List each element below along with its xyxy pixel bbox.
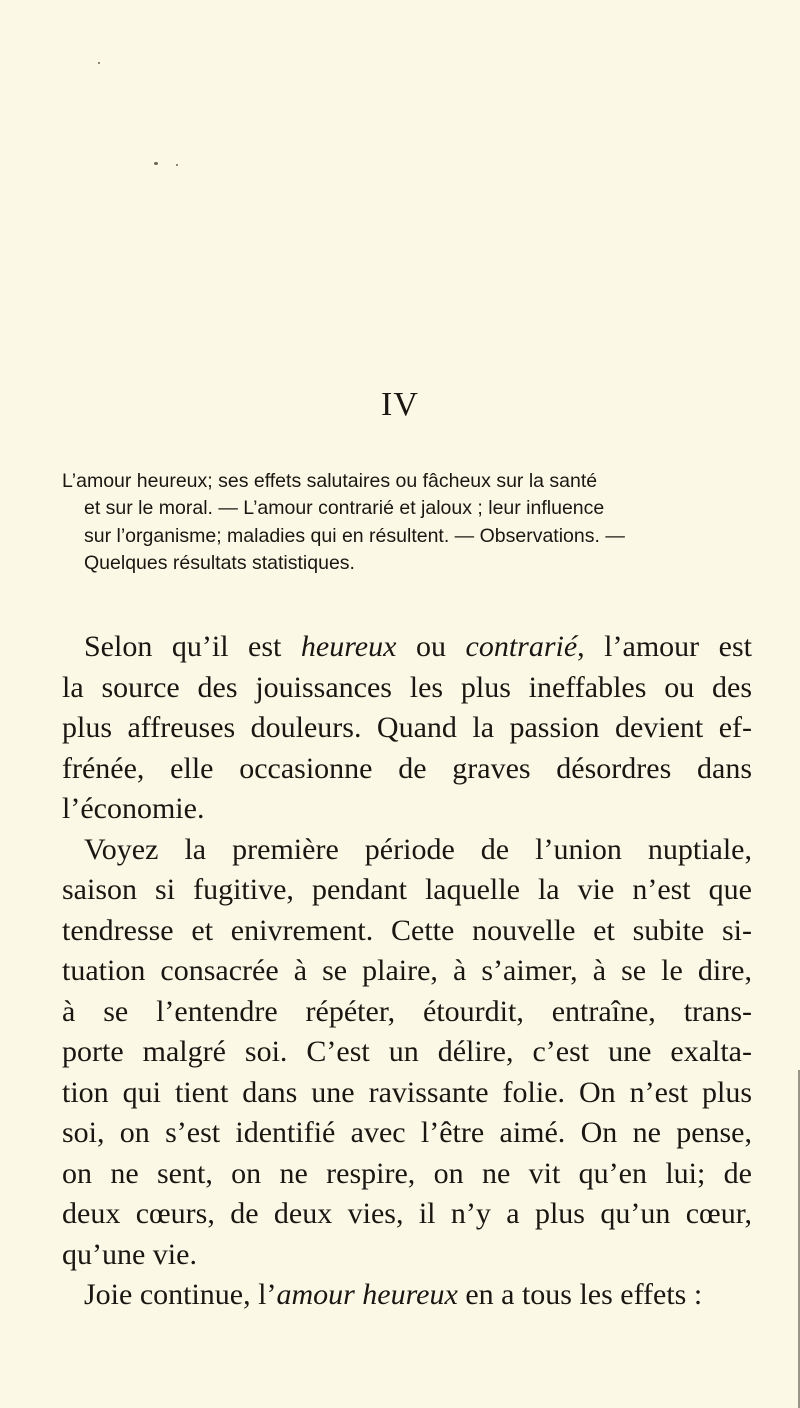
text-line: frénée, elle occasionne de graves désordres dans [62,751,752,785]
text-line [62,1275,752,1316]
text-line: tendresse et enivrement. Cette nouvelle et subite si- [62,913,752,947]
ink-speck [176,164,178,166]
text-fragment: , l’amour est [577,630,753,663]
text-line: tion qui tient dans une ravissante folie. On n’est plus [62,1075,752,1109]
text-line: qu’une vie. [62,1237,197,1271]
italic-term: amour heureux [276,1278,458,1311]
text-fragment: Selon qu’il est [84,630,301,663]
text-line: à se l’entendre répéter, étourdit, entraîne, trans- [62,994,752,1028]
text-line: l’économie. [62,792,205,825]
summary-line: sur l’organisme; maladies qui en résultent. — Observations. — [84,524,625,547]
italic-term: contrarié [465,630,578,663]
text-fragment: en a tous les effets : [457,1278,703,1311]
italic-term: heureux [300,630,397,663]
summary-line: L’amour heureux; ses effets salutaires ou fâcheux sur la santé [62,470,598,492]
body-text [62,627,752,1316]
text-line: saison si fugitive, pendant laquelle la vie n’est que [62,873,752,906]
text-line: deux cœurs, de deux vies, il n’y a plus qu’un cœur, [62,1197,752,1230]
text-fragment: Joie continue, l’ [84,1278,277,1311]
ink-speck [154,162,158,165]
text-line: Voyez la première période de l’union nuptiale, [84,832,752,866]
text-line: plus affreuses douleurs. Quand la passion devient ef- [62,711,752,744]
text-line: porte malgré soi. C’est un délire, c’est une exalta- [62,1035,752,1068]
ink-speck [98,62,100,64]
summary-line: Quelques résultats statistiques. [84,552,355,575]
summary-line: et sur le moral. — L’amour contrarié et jaloux ; leur influence [84,497,605,520]
text-line [62,627,752,668]
text-line: on ne sent, on ne respire, on ne vit qu’en lui; de [62,1156,752,1190]
text-line: la source des jouissances les plus ineffables ou des [62,670,752,704]
text-line: soi, on s’est identifié avec l’être aimé. On ne pense, [62,1116,752,1149]
chapter-number: IV [381,386,419,423]
text-line: tuation consacrée à se plaire, à s’aimer, à se le dire, [62,954,752,987]
text-fragment: ou [396,630,466,663]
chapter-summary [62,468,742,578]
